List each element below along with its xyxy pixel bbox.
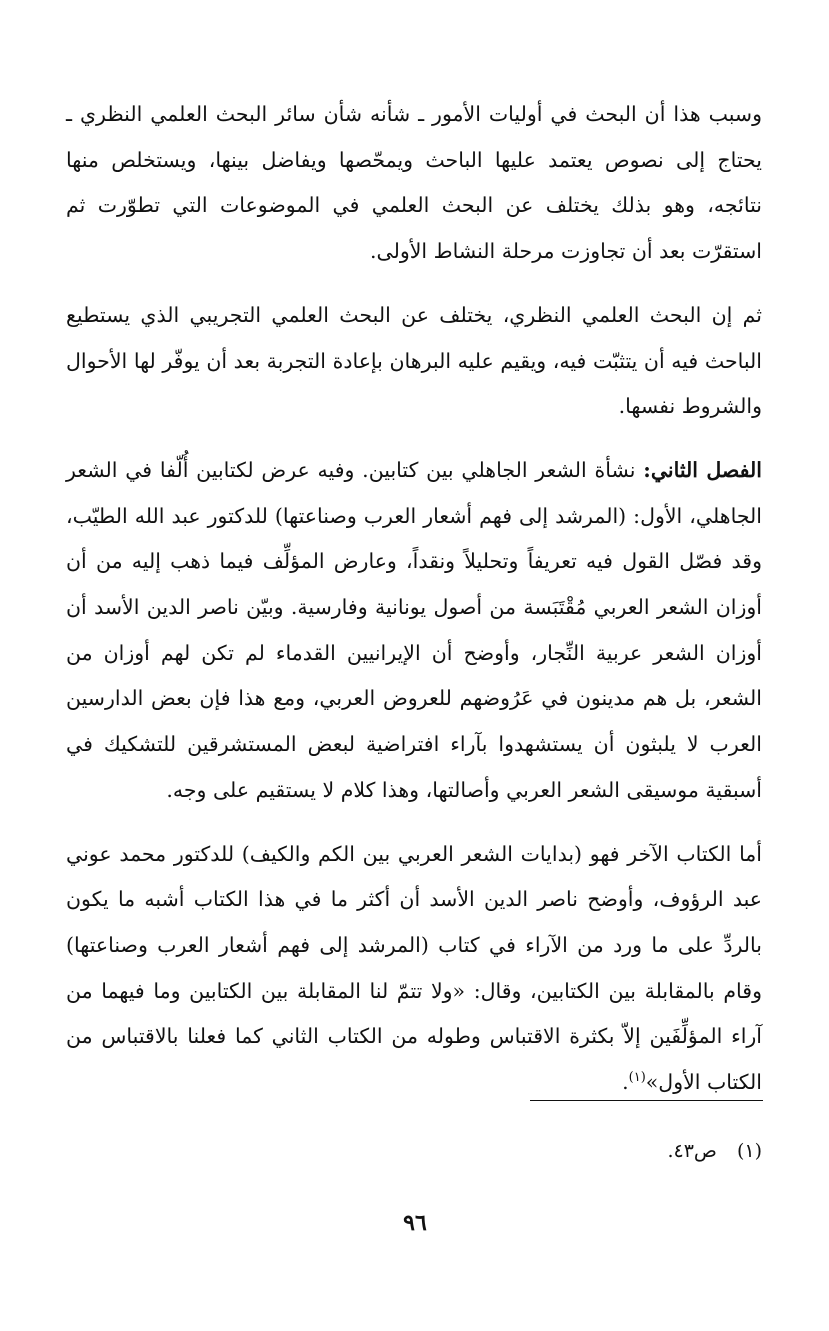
footnote-text: ص٤٣. <box>667 1140 717 1162</box>
page-number: ٩٦ <box>403 1210 427 1236</box>
paragraph-1-text: وسبب هذا أن البحث في أوليات الأمور ـ شأنه شأن سائر البحث العلمي النظري ـ يحتاج إلى نصوص يعتمد عليها الباحث ويمحّصها ويفاضل بينها، ويستخلص منها نتائجه، وهو بذلك يختلف عن البحث العلمي في الموضوعات التي تطوّرت ثم استقرّت بعد أن تجاوزت مرحلة النشاط الأولى. <box>66 102 762 264</box>
paragraph-4 <box>66 832 762 1106</box>
paragraph-2 <box>66 293 762 430</box>
paragraph-spacer <box>66 275 762 293</box>
footnote-divider <box>530 1100 763 1101</box>
paragraph-1 <box>66 92 762 275</box>
paragraph-2-text: ثم إن البحث العلمي النظري، يختلف عن البحث العلمي التجريبي الذي يستطيع الباحث فيه أن يتثبّت فيه، ويقيم عليه البرهان بإعادة التجربة بعد أن يوفّر لها الأحوال والشروط نفسها. <box>66 302 762 419</box>
chapter-two-label: الفصل الثاني: <box>643 457 762 482</box>
paragraph-spacer <box>66 814 762 832</box>
paragraph-4-text: أما الكتاب الآخر فهو (بدايات الشعر العربي بين الكم والكيف) للدكتور محمد عوني عبد الرؤوف، وأوضح ناصر الدين الأسد أن أكثر ما في هذا الكتاب أشبه ما يكون بالردِّ على ما ورد من الآراء في كتاب (المرشد إلى فهم أشعار العرب وصناعتها) وقام بالمقابلة بين الكتابين، وقال: «ولا تتمّ لنا المقابلة بين الكتابين وما فيهما من آراء المؤلِّفَين إلاّ بكثرة الاقتباس وطوله من الكتاب الثاني كما فعلنا بالاقتباس من الكتاب الأول» <box>66 841 762 1095</box>
paragraph-3 <box>66 448 762 814</box>
paragraph-4-end: . <box>622 1070 629 1095</box>
footnote-marker: (١) <box>736 1140 762 1162</box>
footnote-reference: (١) <box>628 1070 646 1086</box>
body-text <box>66 92 762 1106</box>
footnote <box>362 1138 762 1164</box>
paragraph-3-text: نشأة الشعر الجاهلي بين كتابين. وفيه عرض لكتابين أُلّفا في الشعر الجاهلي، الأول: (المرشد إلى فهم أشعار العرب وصناعتها) للدكتور عبد الله الطيّب، وقد فصّل القول فيه تعريفاً وتحليلاً ونقداً، وعارض المؤلِّف فيما ذهب إليه من أن أوزان الشعر العربي مُقْتَبَسة من أصول يونانية وفارسية. وبيّن ناصر الدين الأسد أن أوزان الشعر عربية النِّجار، وأوضح أن الإيرانيين القدماء لم تكن لهم أوزان من الشعر، بل هم مدينون في عَرُوضهم للعروض العربي، ومع هذا فإن بعض الدارسين العرب لا يلبثون أن يستشهدوا بآراء افتراضية لبعض المستشرقين للتشكيك في أسبقية موسيقى الشعر العربي وأصالتها، وهذا كلام لا يستقيم على وجه. <box>66 457 762 802</box>
paragraph-spacer <box>66 430 762 448</box>
